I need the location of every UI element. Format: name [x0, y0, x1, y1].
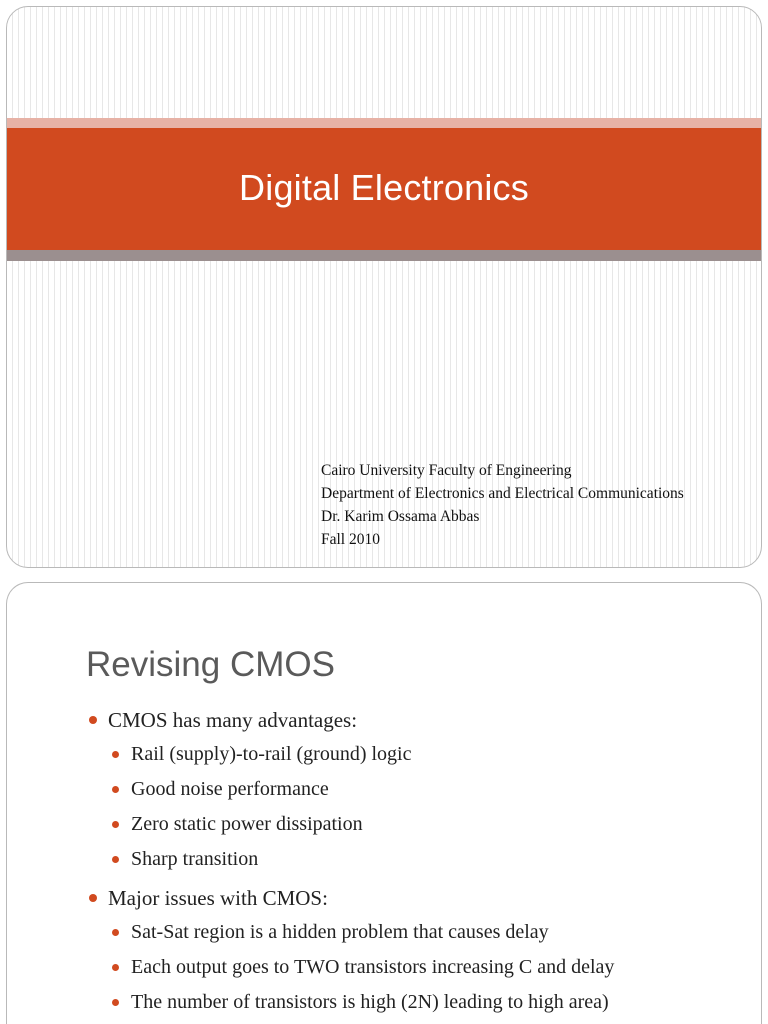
- bullet-dot-icon: [112, 751, 119, 758]
- content-slide-title: Revising CMOS: [86, 645, 335, 684]
- sub-bullet-item: [86, 842, 746, 877]
- sub-bullet-item: [86, 985, 746, 1020]
- subtitle-block: [321, 459, 751, 551]
- sub-bullet-item: [86, 737, 746, 772]
- bullet-dot-icon: [112, 786, 119, 793]
- sub-bullet-text: Zero static power dissipation: [131, 813, 363, 835]
- bullet-dot-icon: [112, 929, 119, 936]
- sub-bullet-text: Sat-Sat region is a hidden problem that causes delay: [131, 921, 549, 943]
- subtitle-line: Department of Electronics and Electrical Communications: [321, 485, 684, 502]
- bullet-dot-icon: [112, 856, 119, 863]
- bullet-dot-icon: [112, 821, 119, 828]
- slide-title: Digital Electronics: [239, 167, 529, 208]
- bullet-dot-icon: [112, 999, 119, 1006]
- sub-bullet-text: Each output goes to TWO transistors increasing C and delay: [131, 956, 615, 978]
- content-slide: [6, 582, 762, 1024]
- subtitle-line: Fall 2010: [321, 531, 380, 548]
- sub-bullet-text: The number of transistors is high (2N) leading to high area): [131, 991, 609, 1013]
- bullet-dot-icon: [89, 894, 97, 902]
- title-slide: [6, 6, 762, 568]
- title-band: [7, 128, 761, 250]
- bullet-dot-icon: [89, 716, 97, 724]
- title-band-highlight: [7, 118, 761, 128]
- bullet-dot-icon: [112, 964, 119, 971]
- title-band-shadow: [7, 250, 761, 261]
- sub-bullet-item: [86, 772, 746, 807]
- subtitle-line: Dr. Karim Ossama Abbas: [321, 508, 480, 525]
- bullet-list: [86, 703, 746, 1020]
- bullet-text: Major issues with CMOS:: [108, 886, 328, 910]
- sub-bullet-text: Sharp transition: [131, 848, 259, 870]
- subtitle-line: Cairo University Faculty of Engineering: [321, 462, 572, 479]
- sub-bullet-text: Rail (supply)-to-rail (ground) logic: [131, 743, 412, 765]
- sub-bullet-item: [86, 807, 746, 842]
- bullet-item: [86, 881, 746, 915]
- sub-bullet-text: Good noise performance: [131, 778, 329, 800]
- sub-bullet-item: [86, 950, 746, 985]
- sub-bullet-item: [86, 915, 746, 950]
- bullet-text: CMOS has many advantages:: [108, 708, 358, 732]
- bullet-item: [86, 703, 746, 737]
